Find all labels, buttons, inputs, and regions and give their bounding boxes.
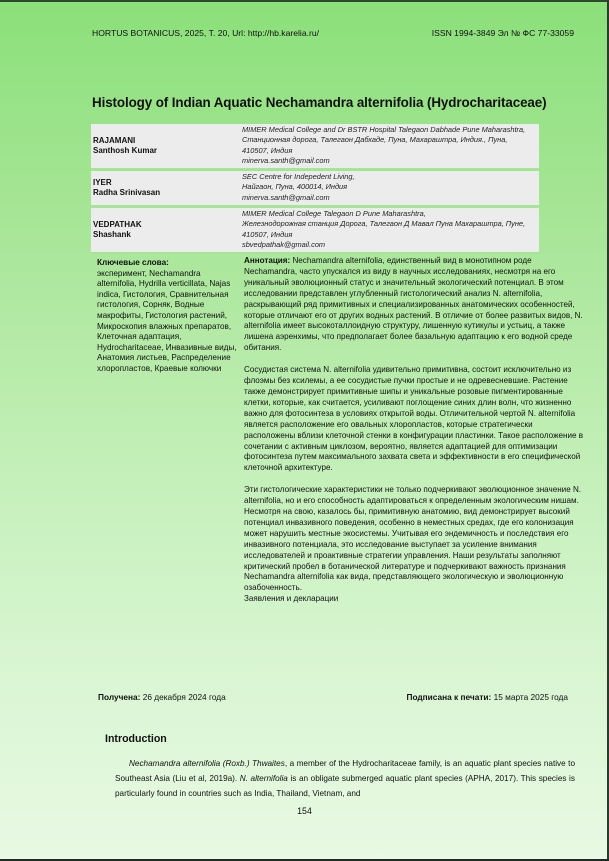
page-number: 154 <box>297 806 312 816</box>
introduction-heading: Introduction <box>105 733 167 745</box>
signed-value: 15 марта 2025 года <box>491 692 568 702</box>
affiliation-line: SEC Centre for Indepedent Living, <box>242 172 355 182</box>
author-affiliation <box>241 208 539 252</box>
abstract-paragraph: Сосудистая система N. alternifolia удивительно примитивна, состоит исключительно из флоэмы без ксилемы, а ее сосудистые пучки простые и не одревесневшие. Растение также демонстрирует примитивные шипы и уникальные розовые пигментированные клетки, которые, как считается, усиливают поглощение синих длин волн, что жизненно важно для фотосинтеза в условиях открытой воды. Отличительной чертой N. alternifolia является расположение его овальных хлоропластов, которые стратегически расположены вблизи клеточной стенки в конфигурации пластинки. Такое расположение в сочетании с активным циклозом, вероятно, является адаптацией для оптимизации фотосинтеза путем максимального захвата света и эффективности в его специфической клеточной архитектуре. <box>244 365 584 473</box>
intro-text-segment: , a member of the Hydrocharitaceae family, is an aquatic plant species native to Southeast Asia (Liu et al, 2019a). <box>115 759 575 783</box>
introduction-paragraph <box>115 757 575 801</box>
affiliation-line: 410507, Индия <box>242 229 293 239</box>
author-surname: RAJAMANI <box>93 136 136 146</box>
received-label: Получена: <box>98 692 141 702</box>
keywords-label: Ключевые слова: <box>97 258 169 267</box>
article-title: Histology of Indian Aquatic Nechamandra alternifolia (Hydrocharitaceae) <box>92 95 547 110</box>
author-affiliation <box>241 124 539 168</box>
page-top-border <box>0 0 609 2</box>
abstract-block <box>244 256 584 605</box>
affiliation-line: Найгаон, Пуна, 400014, Индия <box>242 182 348 192</box>
author-given-name: Radha Srinivasan <box>93 188 161 198</box>
abstract-label: Аннотация: <box>244 256 291 265</box>
author-given-name: Santhosh Kumar <box>93 146 158 156</box>
signed-date <box>406 692 568 702</box>
journal-citation: HORTUS BOTANICUS, 2025, Т. 20, Url: http://hb.karelia.ru/ <box>92 28 320 38</box>
author-email[interactable]: sbvedpathak@gmail.com <box>242 239 326 249</box>
issn: ISSN 1994-3849 Эл № ФС 77-33059 <box>431 28 574 38</box>
received-value: 26 декабря 2024 года <box>140 692 226 702</box>
received-date <box>98 692 226 702</box>
declarations-link[interactable]: Заявления и декларации <box>244 594 339 604</box>
affiliation-line: Железнодорожная станция Дорога, Талегаон Д Мавал Пуна Махараштра, Пуне, <box>242 219 526 229</box>
keywords-block <box>97 258 237 375</box>
intro-text-segment: is an obligate submerged aquatic plant species (APHA, 2017). This species is particularly found in countries such as India, Thailand, Vietnam, and <box>115 773 575 798</box>
author-name <box>91 124 241 168</box>
affiliation-line: 410507, Индия <box>242 145 293 155</box>
running-header <box>92 28 574 38</box>
author-surname: IYER <box>93 178 112 188</box>
author-row <box>91 124 539 170</box>
author-given-name: Shashank <box>93 230 131 240</box>
species-abbrev: N. alternifolia <box>239 773 288 783</box>
affiliation-line: MIMER Medical College and Dr BSTR Hospital Talegaon Dabhade Pune Maharashtra, <box>242 125 526 134</box>
article-dates <box>98 692 568 702</box>
author-name <box>91 208 241 252</box>
affiliation-line: Станционная дорога, Талегаон Дабхаде, Пуна, Махараштра, Индия., Пуна, <box>242 135 508 145</box>
author-affiliation <box>241 171 539 205</box>
author-surname: VEDPATHAK <box>93 220 142 230</box>
affiliation-line: MIMER Medical College Talegaon D Pune Maharashtra, <box>242 209 426 219</box>
abstract-paragraph: Эти гистологические характеристики не только подчеркивают эволюционное значение N. alternifolia, но и его способность адаптироваться к определенным экологическим нишам. Несмотря на свою, казалось бы, примитивную анатомию, вид демонстрирует высокий потенциал инвазивного поведения, особенно в неместных средах, где его колонизация может нарушить местные экосистемы. Учитывая его эндемичность и последствия его инвазивного потенциала, это исследование выступает за усиление внимания исследователей и проактивные стратегии управления. Наши результаты заполняют критический пробел в ботанической литературе и подчеркивают важность признания Nechamandra alternifolia как вида, представляющего экологическую и эволюционную озабоченность. <box>244 485 582 593</box>
abstract-paragraph <box>244 256 584 354</box>
abstract-text: Nechamandra alternifolia, единственный вид в монотипном роде Nechamandra, часто упускался из виду в научных исследованиях, несмотря на его уникальный эволюционный статус и значительный экологический потенциал. В этом исследовании представлен углубленный гистологический анализ N. alternifolia, раскрывающий ряд примитивных и специализированных анатомических особенностей, которые отличают его от других водных растений. В отличие от более развитых видов, N. alternifolia имеет высокоталлоидную структуру, лишенную кутикулы и устьиц, а также лишена аэренхимы, что предполагает более базальную адаптацию к его водной среде обитания. <box>244 256 583 353</box>
author-email[interactable]: minerva.santh@gmail.com <box>242 155 330 165</box>
author-row <box>91 171 539 207</box>
keywords-text: эксперимент, Nechamandra alternifolia, Hydrilla verticillata, Najas indica, Гистология, Сравнительная гистология, Сорняк, Водные макрофиты, Гистология растений, Микроскопия влажных препаратов, Клеточная адаптация, Hydrocharitaceae, Инвазивные виды, Анатомия листьев, Распределение хлоропластов, Краевые колючки <box>97 268 237 373</box>
authors-table <box>91 124 539 255</box>
author-email[interactable]: minerva.santh@gmail.com <box>242 192 330 202</box>
author-name <box>91 171 241 205</box>
author-row <box>91 208 539 254</box>
signed-label: Подписана к печати: <box>406 692 492 702</box>
species-name: Nechamandra alternifolia (Roxb.) Thwaites <box>129 759 285 768</box>
